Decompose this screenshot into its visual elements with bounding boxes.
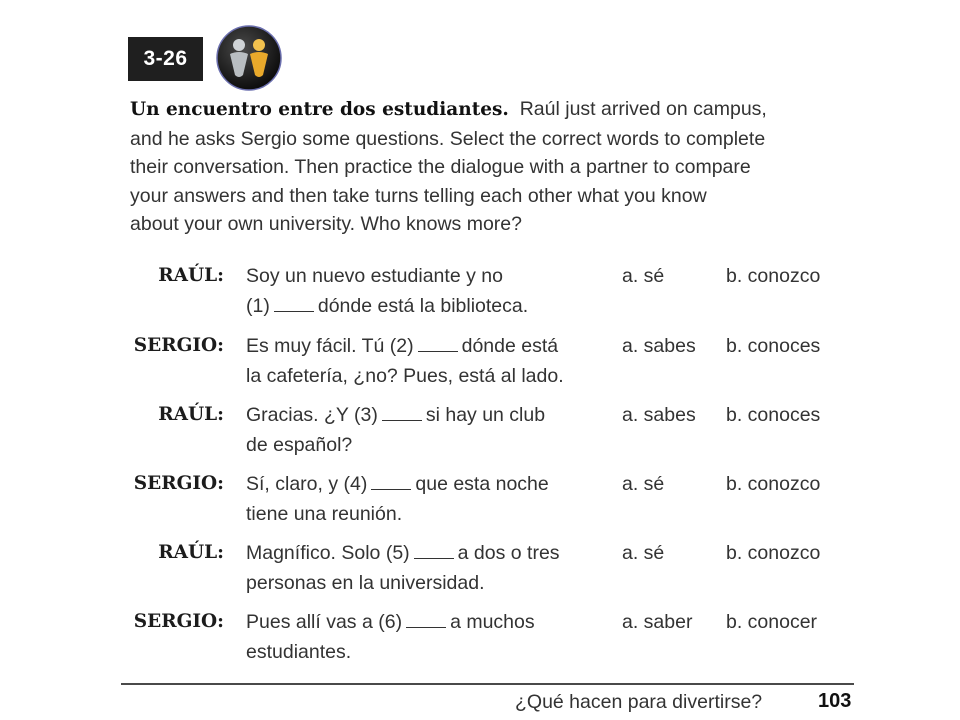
answer-blank[interactable] bbox=[414, 558, 454, 559]
dialogue-line bbox=[246, 499, 616, 529]
option-a[interactable]: a. sé bbox=[622, 265, 665, 287]
dialogue-text: Es muy fácil. Tú (2) bbox=[246, 335, 414, 357]
exercise-instructions bbox=[130, 95, 870, 239]
dialogue-line bbox=[246, 261, 616, 291]
instructions-line: about your own university. Who knows more? bbox=[130, 213, 522, 235]
dialogue-row bbox=[0, 261, 960, 331]
speaker-label: SERGIO: bbox=[133, 335, 224, 356]
option-a[interactable]: a. sé bbox=[622, 473, 665, 495]
speaker-label: RAÚL: bbox=[158, 404, 224, 425]
exercise-number-badge bbox=[128, 37, 203, 81]
dialogue-text: Magnífico. Solo (5) bbox=[246, 542, 410, 564]
option-b[interactable]: b. conozco bbox=[726, 265, 821, 287]
footer-divider bbox=[121, 683, 854, 685]
dialogue-line bbox=[246, 568, 616, 598]
dialogue-line bbox=[246, 361, 616, 391]
speaker-label: RAÚL: bbox=[158, 265, 224, 286]
pair-work-icon bbox=[216, 25, 282, 91]
dialogue-text: si hay un club bbox=[425, 404, 546, 426]
dialogue-text: dónde está bbox=[461, 335, 559, 357]
option-b[interactable]: b. conocer bbox=[726, 611, 818, 633]
speaker-label: SERGIO: bbox=[133, 611, 224, 632]
option-b[interactable]: b. conoces bbox=[726, 335, 821, 357]
dialogue-row bbox=[0, 538, 960, 608]
instructions-line: their conversation. Then practice the dialogue with a partner to compare bbox=[130, 156, 751, 178]
dialogue-line bbox=[246, 637, 616, 667]
dialogue-line bbox=[246, 430, 616, 460]
dialogue-text: tiene una reunión. bbox=[246, 503, 403, 525]
dialogue-text: de español? bbox=[246, 434, 353, 456]
instructions-line: your answers and then take turns telling each other what you know bbox=[130, 184, 707, 207]
dialogue-text: Pues allí vas a (6) bbox=[246, 611, 403, 633]
option-a[interactable]: a. saber bbox=[622, 611, 693, 633]
answer-blank[interactable] bbox=[418, 351, 458, 352]
dialogue-line bbox=[246, 538, 616, 568]
dialogue-text: Soy un nuevo estudiante y no bbox=[246, 265, 503, 287]
dialogue-text: a dos o tres bbox=[457, 542, 560, 564]
instructions-line: and he asks Sergio some questions. Select the correct words to complete bbox=[130, 127, 766, 150]
instructions-line: Raúl just arrived on campus, bbox=[519, 98, 767, 120]
option-b[interactable]: b. conozco bbox=[726, 473, 821, 495]
answer-blank[interactable] bbox=[371, 489, 411, 490]
dialogue-text: Gracias. ¿Y (3) bbox=[246, 404, 378, 426]
dialogue-line bbox=[246, 400, 616, 430]
exercise-title: Un encuentro entre dos estudiantes. bbox=[130, 99, 509, 120]
dialogue-text: la cafetería, ¿no? Pues, está al lado. bbox=[246, 365, 564, 387]
dialogue-text: estudiantes. bbox=[246, 641, 352, 663]
dialogue-row bbox=[0, 331, 960, 401]
dialogue-line bbox=[246, 291, 616, 321]
option-a[interactable]: a. sabes bbox=[622, 335, 696, 357]
dialogue-row bbox=[0, 400, 960, 470]
dialogue-text: (1) bbox=[246, 295, 270, 317]
dialogue-text: a muchos bbox=[450, 611, 535, 633]
answer-blank[interactable] bbox=[274, 311, 314, 312]
speaker-label: RAÚL: bbox=[158, 542, 224, 563]
dialogue-row bbox=[0, 469, 960, 539]
dialogue-line bbox=[246, 469, 616, 499]
dialogue-line bbox=[246, 607, 616, 637]
option-a[interactable]: a. sé bbox=[622, 542, 665, 564]
option-a[interactable]: a. sabes bbox=[622, 404, 696, 426]
dialogue-text: que esta noche bbox=[415, 473, 549, 495]
exercise-number: 3-26 bbox=[143, 47, 188, 70]
dialogue-text: dónde está la biblioteca. bbox=[317, 295, 529, 317]
option-b[interactable]: b. conoces bbox=[726, 404, 821, 426]
option-b[interactable]: b. conozco bbox=[726, 542, 821, 564]
speaker-label: SERGIO: bbox=[133, 473, 224, 494]
dialogue-text: personas en la universidad. bbox=[246, 572, 485, 594]
dialogue-text: Sí, claro, y (4) bbox=[246, 473, 368, 495]
page-number: 103 bbox=[818, 690, 852, 712]
answer-blank[interactable] bbox=[406, 627, 446, 628]
answer-blank[interactable] bbox=[382, 420, 422, 421]
dialogue-line bbox=[246, 331, 616, 361]
dialogue-row bbox=[0, 607, 960, 677]
chapter-title: ¿Qué hacen para divertirse? bbox=[515, 691, 763, 713]
